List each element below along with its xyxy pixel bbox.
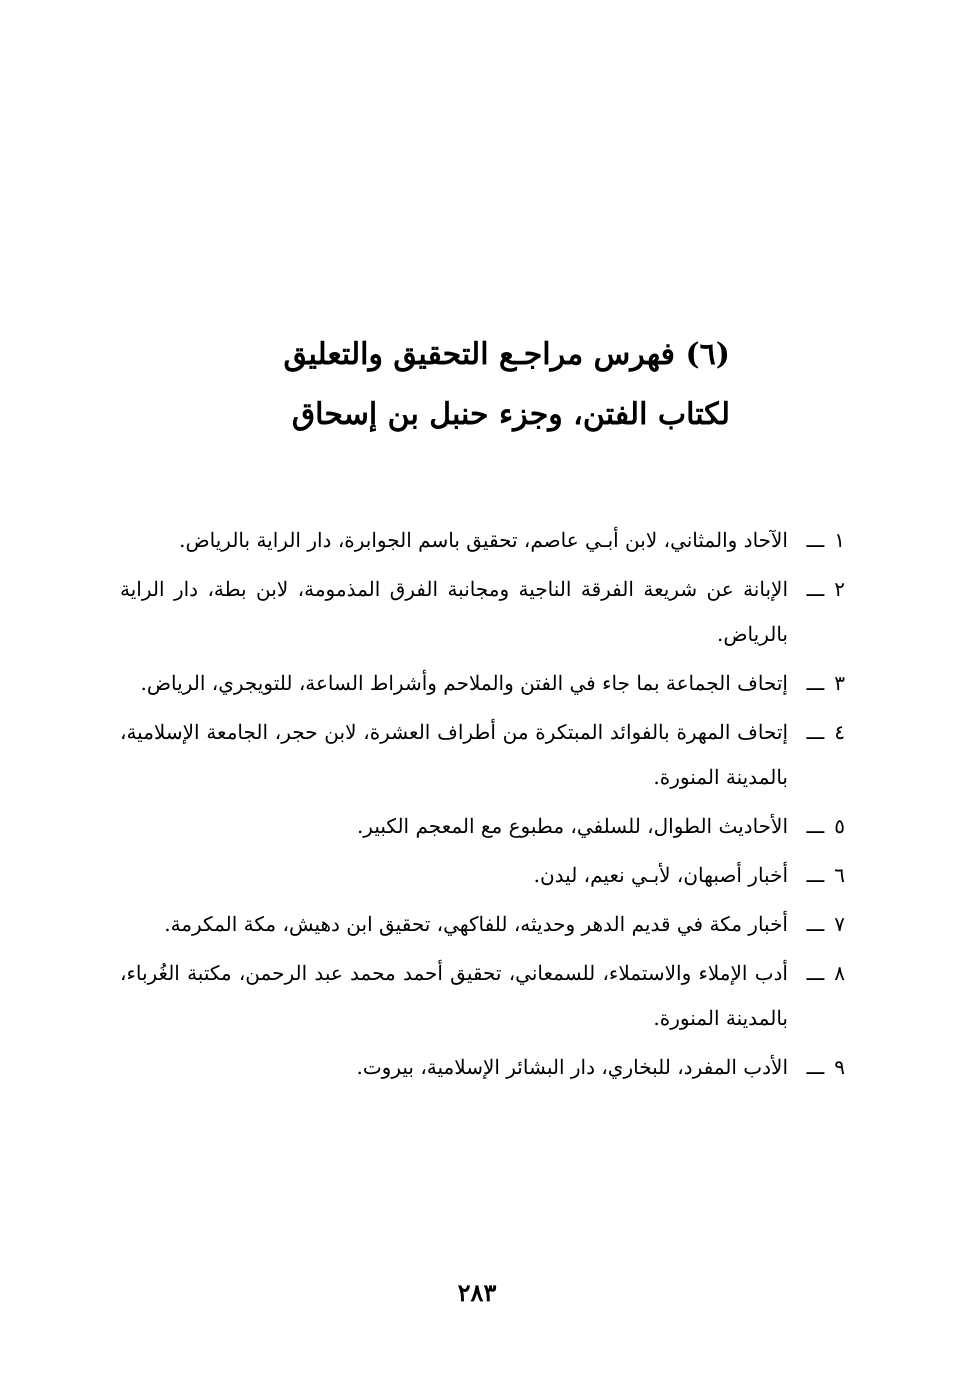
entry-number: ٥ [834, 814, 845, 838]
entry-text: الأدب المفرد، للبخاري، دار البشائر الإسلامية، بيروت. [356, 1055, 788, 1079]
entry-number: ٦ [834, 863, 845, 887]
entry-dash: ـــ [806, 961, 825, 985]
reference-entry [120, 804, 845, 849]
section-title [120, 325, 730, 445]
reference-entry [120, 853, 845, 898]
entry-number: ٨ [834, 961, 845, 985]
references-list [120, 518, 845, 1094]
reference-entry [120, 518, 845, 563]
entry-dash: ـــ [806, 671, 825, 695]
page-number: ٢٨٣ [457, 1278, 497, 1307]
entry-number: ٧ [834, 912, 845, 936]
entry-dash: ـــ [806, 1055, 825, 1079]
reference-entry [120, 661, 845, 706]
reference-entry [120, 1045, 845, 1090]
reference-entry [120, 951, 845, 1041]
entry-number: ٩ [834, 1055, 845, 1079]
entry-text: الإبانة عن شريعة الفرقة الناجية ومجانبة الفرق المذمومة، لابن بطة، دار الراية بالرياض. [120, 577, 788, 646]
entry-text: الأحاديث الطوال، للسلفي، مطبوع مع المعجم الكبير. [356, 814, 788, 838]
entry-dash: ـــ [806, 863, 825, 887]
entry-dash: ـــ [806, 720, 825, 744]
entry-text: إتحاف المهرة بالفوائد المبتكرة من أطراف العشرة، لابن حجر، الجامعة الإسلامية، بالمدينة المنورة. [120, 720, 788, 789]
entry-number: ١ [834, 528, 845, 552]
reference-entry [120, 902, 845, 947]
section-title-line-2: لكتاب الفتن، وجزء حنبل بن إسحاق [291, 397, 730, 432]
entry-text: أخبار أصبهان، لأبـي نعيم، ليدن. [533, 863, 788, 887]
entry-text: الآحاد والمثاني، لابن أبـي عاصم، تحقيق باسم الجوابرة، دار الراية بالرياض. [179, 528, 788, 552]
entry-text: إتحاف الجماعة بما جاء في الفتن والملاحم وأشراط الساعة، للتويجري، الرياض. [140, 671, 788, 695]
entry-dash: ـــ [806, 577, 825, 601]
entry-dash: ـــ [806, 814, 825, 838]
entry-number: ٤ [834, 720, 845, 744]
entry-text: أدب الإملاء والاستملاء، للسمعاني، تحقيق أحمد محمد عبد الرحمن، مكتبة الغُرباء، بالمدينة المنورة. [120, 961, 788, 1030]
entry-dash: ـــ [806, 912, 825, 936]
entry-dash: ـــ [806, 528, 825, 552]
reference-entry [120, 567, 845, 657]
entry-number: ٢ [834, 577, 845, 601]
entry-number: ٣ [834, 671, 845, 695]
entry-text: أخبار مكة في قديم الدهر وحديثه، للفاكهي، تحقيق ابن دهيش، مكة المكرمة. [164, 912, 788, 936]
reference-entry [120, 710, 845, 800]
section-title-line-1: (٦) فهرس مراجـع التحقيق والتعليق [283, 337, 730, 372]
